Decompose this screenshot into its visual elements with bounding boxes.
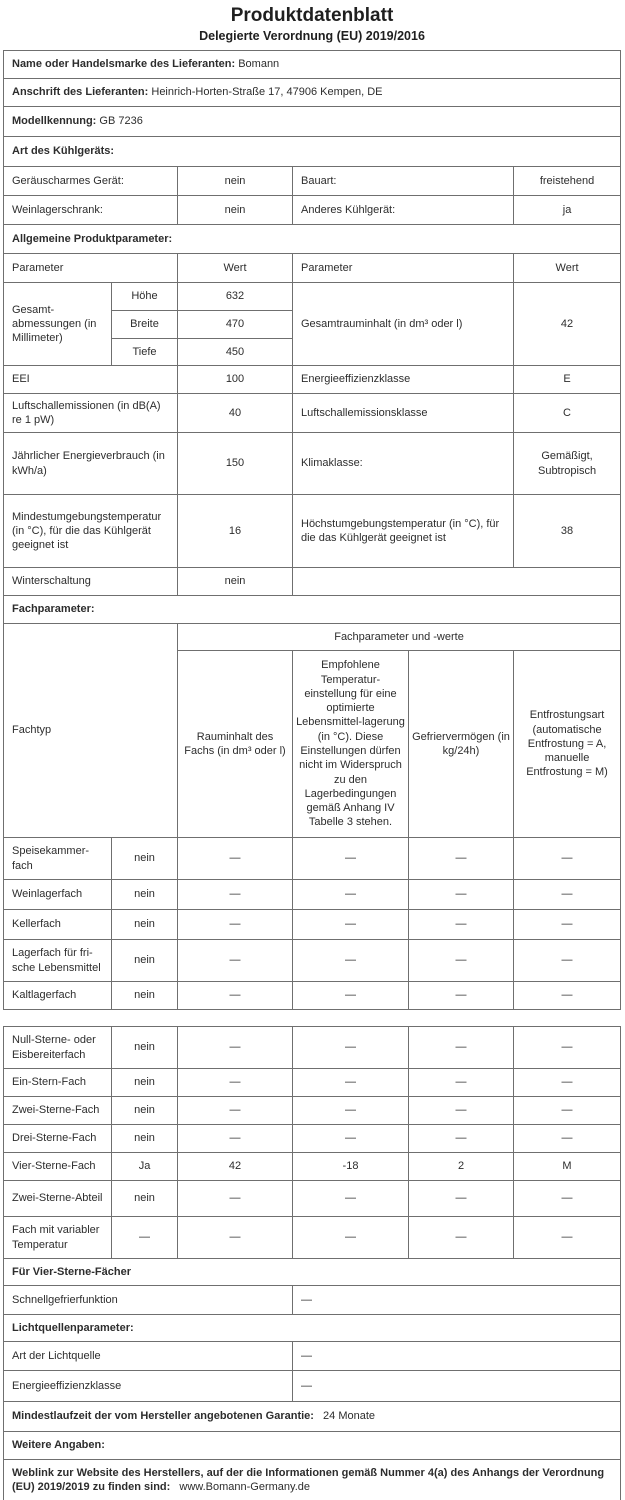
compartment-type: Kellerfach [4,910,112,940]
type-section-heading-row [4,137,621,167]
model-label: Modellkennung: [12,115,97,128]
param-value: 16 [178,495,293,568]
compartment-type: Drei-Sterne-Fach [4,1125,112,1153]
compartment-section-heading-row [4,596,621,624]
param-value: nein [178,568,293,596]
column-header-freezing-capacity: Gefriervermögen (in kg/24h) [409,651,514,838]
compartment-row [4,1069,621,1097]
param-value: 38 [514,495,621,568]
supplier-address-cell [4,79,621,107]
eei-row [4,366,621,394]
compartment-temp: — [293,1217,409,1259]
compartment-row [4,1181,621,1217]
compartment-group-header: Fachparameter und -werte [178,624,621,651]
warranty-row [4,1402,621,1432]
compartment-defrost: — [514,838,621,880]
param-label: Art der Lichtquelle [4,1342,293,1371]
compartment-temp: — [293,910,409,940]
compartment-present: nein [112,982,178,1010]
compartment-defrost: — [514,1069,621,1097]
general-section-heading-row [4,225,621,254]
datasheet-table-main [3,50,621,1010]
compartment-volume: — [178,940,293,982]
param-value: Gemäßigt, Subtropisch [514,433,621,495]
column-header: Wert [178,254,293,283]
compartment-defrost: — [514,1217,621,1259]
noise-row [4,394,621,433]
compartment-temp: — [293,982,409,1010]
supplier-name-label: Name oder Handelsmarke des Lieferanten: [12,58,236,71]
compartment-row [4,838,621,880]
type-row-2 [4,196,621,225]
compartment-freeze: — [409,1069,514,1097]
compartment-volume: — [178,1125,293,1153]
compartment-present: nein [112,880,178,910]
compartment-present: nein [112,1125,178,1153]
compartment-temp: — [293,838,409,880]
energy-row [4,433,621,495]
fachtyp-header: Fachtyp [4,624,178,838]
page-subtitle: Delegierte Verordnung (EU) 2019/2016 [199,29,425,43]
compartment-volume: — [178,982,293,1010]
compartment-defrost: — [514,910,621,940]
dimension-value: 632 [178,283,293,311]
compartment-volume: — [178,880,293,910]
param-label: EEI [4,366,178,394]
compartment-temp: — [293,880,409,910]
compartment-type: Vier-Sterne-Fach [4,1153,112,1181]
param-label: Jährlicher Energieverbrauch (in kWh/a) [4,433,178,495]
compartment-row [4,982,621,1010]
compartment-temp: — [293,1125,409,1153]
column-header: Parameter [4,254,178,283]
compartment-type: Speisekammer-fach [4,838,112,880]
light-section-heading-row [4,1315,621,1342]
compartment-freeze: — [409,1217,514,1259]
warranty-cell [4,1402,621,1432]
dimensions-row-height [4,283,621,311]
more-info-heading-row [4,1432,621,1460]
four-star-section-heading: Für Vier-Sterne-Fächer [4,1259,621,1286]
param-value: nein [178,167,293,196]
supplier-name-cell [4,51,621,79]
supplier-address-row [4,79,621,107]
compartment-freeze: — [409,982,514,1010]
compartment-defrost: — [514,940,621,982]
quickfreeze-row [4,1286,621,1315]
param-label: Höchstumgebungstemperatur (in °C), für die das Kühlgerät geeignet ist [293,495,514,568]
column-header-volume: Rauminhalt des Fachs (in dm³ oder l) [178,651,293,838]
model-cell [4,107,621,137]
supplier-address-label: Anschrift des Lieferanten: [12,86,149,99]
type-row-1 [4,167,621,196]
compartment-freeze: — [409,838,514,880]
dimension-name: Breite [112,311,178,339]
volume-label: Gesamtrauminhalt (in dm³ oder l) [293,283,514,366]
dimension-value: 470 [178,311,293,339]
compartment-freeze: — [409,1125,514,1153]
param-label: Geräuscharmes Gerät: [4,167,178,196]
param-value: 100 [178,366,293,394]
four-star-heading-row [4,1259,621,1286]
param-label: Anderes Kühlgerät: [293,196,514,225]
warranty-value: 24 Monate [323,1410,376,1423]
param-label: Weinlagerschrank: [4,196,178,225]
compartment-type: Kaltlagerfach [4,982,112,1010]
compartment-volume: — [178,1181,293,1217]
compartment-volume: — [178,1027,293,1069]
weblink-label: Weblink zur Website des Herstellers, auf der die Informationen gemäß Nummer 4(a) des Anhangs der Verordnung (EU) 2019/2019 zu finden sind: [12,1466,605,1493]
compartment-row [4,1125,621,1153]
compartment-present: — [112,1217,178,1259]
compartment-type: Weinlagerfach [4,880,112,910]
dimensions-label: Gesamt-abmessungen (in Millimeter) [4,283,112,366]
compartment-present: nein [112,940,178,982]
dimension-name: Höhe [112,283,178,311]
param-value: 40 [178,394,293,433]
compartment-present: nein [112,1097,178,1125]
param-value: — [293,1286,621,1315]
compartment-type: Fach mit variabler Temperatur [4,1217,112,1259]
compartment-temp: — [293,1069,409,1097]
model-value: GB 7236 [99,115,143,128]
warranty-label: Mindestlaufzeit der vom Hersteller angebotenen Garantie: [12,1410,314,1423]
dimension-value: 450 [178,339,293,366]
compartment-defrost: M [514,1153,621,1181]
compartment-freeze: — [409,940,514,982]
compartment-freeze: 2 [409,1153,514,1181]
compartment-type: Null-Sterne- oder Eisbereiterfach [4,1027,112,1069]
param-label: Energieeffizienzklasse [4,1371,293,1402]
datasheet-table-continued [3,1026,621,1500]
param-value: — [293,1371,621,1402]
light-source-row [4,1342,621,1371]
compartment-defrost: — [514,880,621,910]
general-section-heading: Allgemeine Produktparameter: [4,225,621,254]
compartment-type: Lagerfach für fri-sche Lebensmittel [4,940,112,982]
compartment-freeze: — [409,1181,514,1217]
compartment-defrost: — [514,1027,621,1069]
param-value: nein [178,196,293,225]
compartment-volume: 42 [178,1153,293,1181]
compartment-defrost: — [514,1181,621,1217]
compartment-present: nein [112,910,178,940]
compartment-section-heading: Fachparameter: [4,596,621,624]
param-label: Energieeffizienzklasse [293,366,514,394]
compartment-row [4,1027,621,1069]
compartment-volume: — [178,838,293,880]
param-label: Mindestumgebungstemperatur (in °C), für die das Kühlgerät geeignet ist [4,495,178,568]
compartment-freeze: — [409,1027,514,1069]
compartment-row [4,910,621,940]
param-value: freistehend [514,167,621,196]
compartment-present: nein [112,1069,178,1097]
param-label: Bauart: [293,167,514,196]
compartment-temp: — [293,1027,409,1069]
param-value: E [514,366,621,394]
compartment-freeze: — [409,1097,514,1125]
compartment-present: nein [112,1027,178,1069]
model-row [4,107,621,137]
param-value: 150 [178,433,293,495]
supplier-name-row [4,51,621,79]
empty-cell [293,568,621,596]
param-label: Luftschallemissionsklasse [293,394,514,433]
compartment-defrost: — [514,1125,621,1153]
winter-row [4,568,621,596]
param-value: — [293,1342,621,1371]
more-info-heading: Weitere Angaben: [4,1432,621,1460]
weblink-row [4,1460,621,1500]
param-value: C [514,394,621,433]
compartment-type: Zwei-Sterne-Fach [4,1097,112,1125]
weblink-cell [4,1460,621,1500]
compartment-freeze: — [409,880,514,910]
compartment-present: Ja [112,1153,178,1181]
param-label: Schnellgefrierfunktion [4,1286,293,1315]
page-title: Produktdatenblatt [230,5,394,26]
compartment-temp: — [293,1097,409,1125]
compartment-defrost: — [514,982,621,1010]
compartment-temp: — [293,1181,409,1217]
compartment-volume: — [178,1069,293,1097]
compartment-volume: — [178,910,293,940]
param-value: ja [514,196,621,225]
compartment-present: nein [112,838,178,880]
light-class-row [4,1371,621,1402]
general-header-row [4,254,621,283]
compartment-row [4,880,621,910]
compartment-temp: -18 [293,1153,409,1181]
dimension-name: Tiefe [112,339,178,366]
column-header: Wert [514,254,621,283]
compartment-row [4,940,621,982]
volume-value: 42 [514,283,621,366]
compartment-present: nein [112,1181,178,1217]
column-header: Parameter [293,254,514,283]
compartment-type: Ein-Stern-Fach [4,1069,112,1097]
light-section-heading: Lichtquellenparameter: [4,1315,621,1342]
param-label: Winterschaltung [4,568,178,596]
compartment-group-header-row [4,624,621,651]
ambient-temp-row [4,495,621,568]
compartment-row [4,1097,621,1125]
compartment-freeze: — [409,910,514,940]
compartment-row [4,1217,621,1259]
weblink-url: www.Bomann-Germany.de [179,1481,311,1493]
type-section-heading: Art des Kühlgeräts: [4,137,621,167]
supplier-address-value: Heinrich-Horten-Straße 17, 47906 Kempen, DE [151,86,383,99]
column-header-temperature: Empfohlene Temperatur-einstellung für eine optimierte Lebensmittel-lagerung (in °C). Diese Einstellungen dürfen nicht im Widerspruch zu den Lagerbedingungen gemäß Anhang IV Tabelle 3 stehen. [293,651,409,838]
param-label: Luftschallemissionen (in dB(A) re 1 pW) [4,394,178,433]
compartment-type: Zwei-Sterne-Abteil [4,1181,112,1217]
param-label: Klimaklasse: [293,433,514,495]
column-header-defrost-type: Entfrostungsart (automatische Entfrostung = A, manuelle Entfrostung = M) [514,651,621,838]
compartment-volume: — [178,1097,293,1125]
supplier-name-value: Bomann [238,58,280,71]
compartment-row-four-star [4,1153,621,1181]
compartment-temp: — [293,940,409,982]
compartment-defrost: — [514,1097,621,1125]
compartment-volume: — [178,1217,293,1259]
